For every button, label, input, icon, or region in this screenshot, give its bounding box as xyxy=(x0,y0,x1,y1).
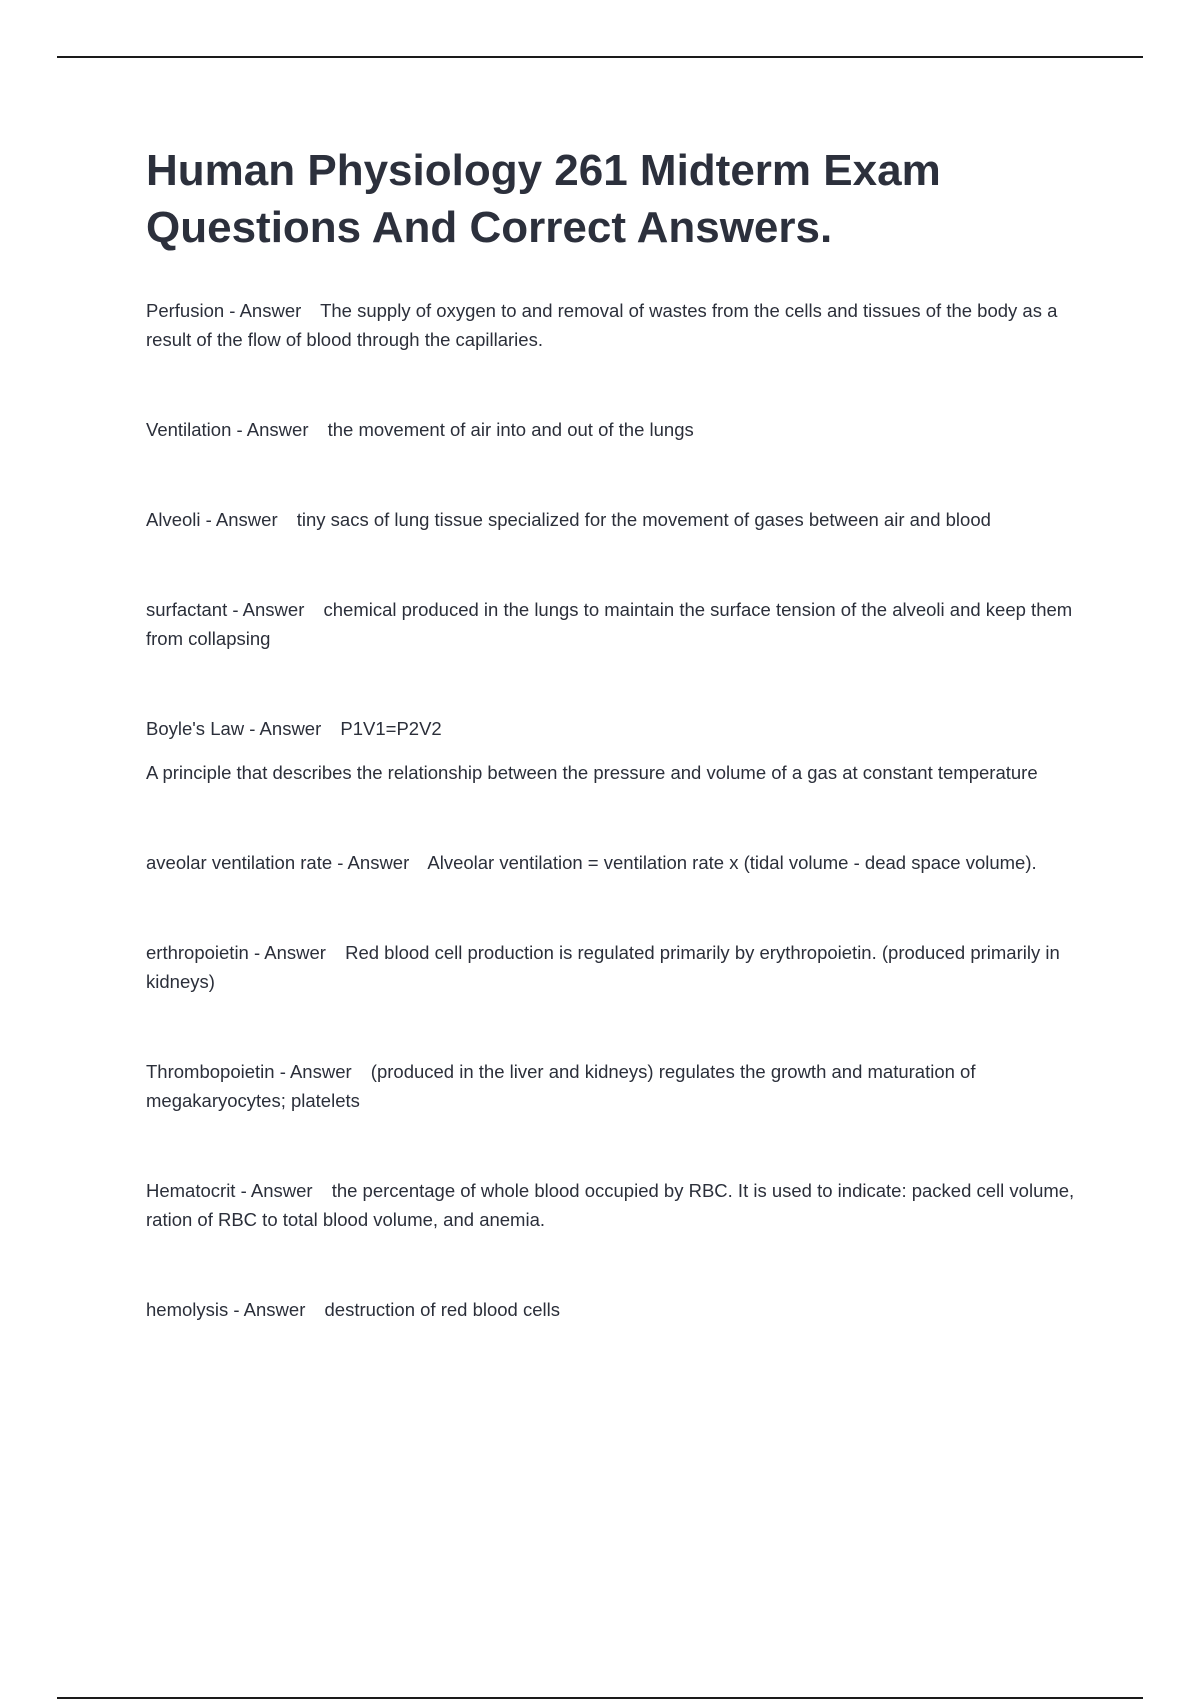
answer: Red blood cell production is regulated primarily by erythropoietin. (produced primarily in kidneys) xyxy=(146,942,1060,992)
answer: the movement of air into and out of the lungs xyxy=(327,419,694,440)
qa-entry-boyles-law xyxy=(146,714,1096,787)
answer-separator: - Answer xyxy=(249,718,322,739)
term: erthropoietin xyxy=(146,942,249,963)
answer: chemical produced in the lungs to maintain the surface tension of the alveoli and keep them from collapsing xyxy=(146,599,1073,649)
answer-extra: A principle that describes the relationship between the pressure and volume of a gas at constant temperature xyxy=(146,762,1038,783)
bottom-rule xyxy=(57,1697,1143,1699)
answer-separator: - Answer xyxy=(253,942,326,963)
term: Ventilation xyxy=(146,419,232,440)
term: Alveoli xyxy=(146,509,201,530)
qa-entry-surfactant xyxy=(146,595,1096,653)
qa-entry-alveoli xyxy=(146,505,1096,534)
term: hemolysis xyxy=(146,1299,229,1320)
qa-entry-hematocrit xyxy=(146,1176,1096,1234)
qa-entry-hemolysis xyxy=(146,1295,1096,1324)
page-title: Human Physiology 261 Midterm Exam Questions And Correct Answers. xyxy=(146,146,941,252)
term: surfactant xyxy=(146,599,228,620)
answer: P1V1=P2V2 xyxy=(340,718,442,739)
answer-separator: - Answer xyxy=(232,599,305,620)
answer-separator: - Answer xyxy=(236,419,309,440)
answer: tiny sacs of lung tissue specialized for the movement of gases between air and blood xyxy=(296,509,991,530)
answer: (produced in the liver and kidneys) regulates the growth and maturation of megakaryocytes; platelets xyxy=(146,1061,976,1111)
answer: Alveolar ventilation = ventilation rate x (tidal volume - dead space volume). xyxy=(427,852,1037,873)
qa-entry-ventilation xyxy=(146,415,1096,444)
answer: the percentage of whole blood occupied by RBC. It is used to indicate: packed cell volume, ration of RBC to total blood volume, and anemia. xyxy=(146,1180,1075,1230)
answer: destruction of red blood cells xyxy=(324,1299,560,1320)
qa-list xyxy=(146,296,1096,1324)
top-rule xyxy=(57,56,1143,58)
qa-entry-aveolar-ventilation-rate xyxy=(146,848,1096,877)
answer-separator: - Answer xyxy=(240,1180,313,1201)
term: aveolar ventilation rate xyxy=(146,852,333,873)
qa-entry-perfusion xyxy=(146,296,1096,354)
answer-separator: - Answer xyxy=(233,1299,306,1320)
answer: The supply of oxygen to and removal of wastes from the cells and tissues of the body as a result of the flow of blood through the capillaries. xyxy=(146,300,1058,350)
answer-separator: - Answer xyxy=(279,1061,352,1082)
term: Boyle's Law xyxy=(146,718,245,739)
term: Thrombopoietin xyxy=(146,1061,275,1082)
qa-entry-thrombopoietin xyxy=(146,1057,1096,1115)
answer-separator: - Answer xyxy=(205,509,278,530)
document-body xyxy=(146,142,1096,1385)
answer-separator: - Answer xyxy=(229,300,302,321)
qa-entry-erthropoietin xyxy=(146,938,1096,996)
term: Perfusion xyxy=(146,300,225,321)
answer-separator: - Answer xyxy=(337,852,410,873)
term: Hematocrit xyxy=(146,1180,236,1201)
